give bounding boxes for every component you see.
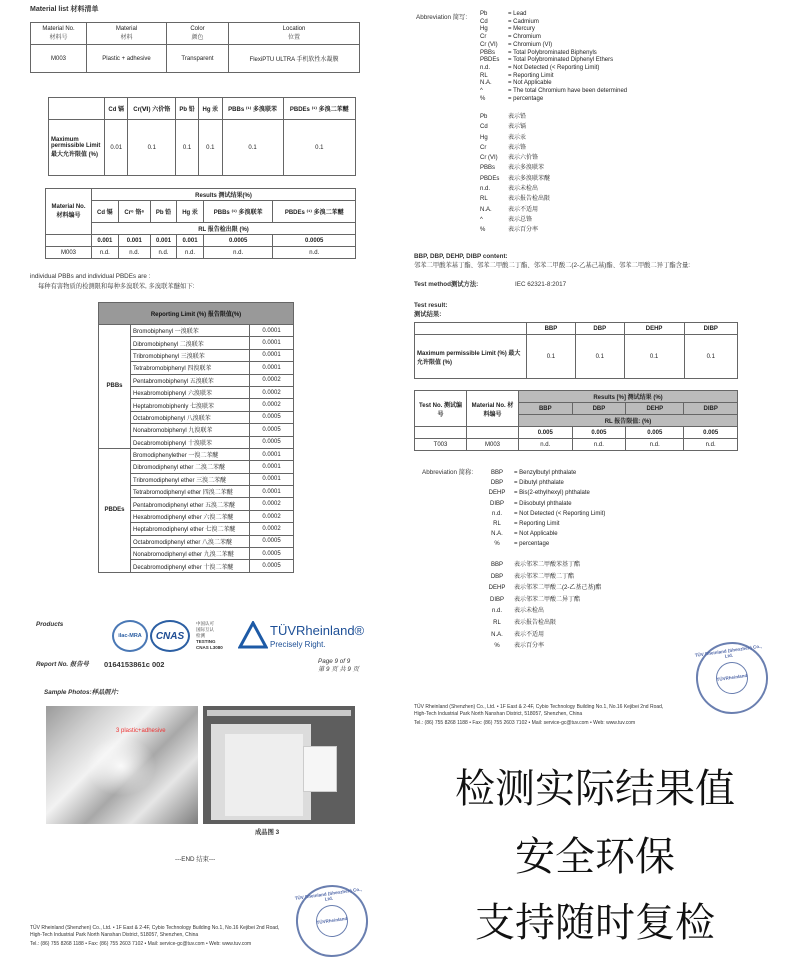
- pbb-note-cn: 每种有害物质的检测限和每种多溴联苯, 多溴联苯醚如下:: [38, 283, 195, 290]
- tuv-stamp: [691, 637, 772, 718]
- stamp-brand-2: TÜVRheinland: [316, 915, 348, 926]
- ml-header: Color: [190, 26, 205, 32]
- photo-film-piece: [225, 734, 303, 816]
- footer-contact: Tel.: (86) 755 8268 1188 • Fax: (86) 755 2603 7102 • Mail: service-gc@tuv.com • Web: www.tuv.com: [414, 720, 636, 726]
- abbr-cn-item: N.A. 表示不适用: [480, 206, 539, 213]
- abbr-en-item: Hg = Mercury: [480, 26, 535, 33]
- reporting-limit-table: [98, 302, 294, 573]
- pbb-limit: 0.0002: [250, 374, 294, 386]
- abbr2-cn-item: % 表示百分率: [494, 643, 545, 650]
- slogan-line-3: 支持随时复检: [475, 900, 715, 946]
- pbb-limit: 0.0005: [250, 424, 294, 436]
- abbr-cn-item: RL 表示报告检出限: [480, 196, 551, 203]
- ml-header-cn: 材料号: [49, 35, 68, 41]
- ph-cell: M003: [467, 439, 519, 451]
- stamp-company-2: TÜV Rheinland (Shenzhen) Co., Ltd.: [294, 886, 362, 902]
- pbde-limit: 0.0005: [250, 560, 294, 572]
- abbr-en-item: Cr (VI) = Chromium (VI): [480, 41, 553, 48]
- photo-sample-small: [303, 746, 337, 792]
- abbr-en-item: PBDEs = Total Polybrominated Diphenyl Ethers: [480, 57, 614, 64]
- sample-photo-2: [203, 706, 355, 824]
- ph-cell: n.d.: [684, 439, 738, 451]
- abbr-en-item: N.A. = Not Applicable: [480, 80, 552, 87]
- abbr2-cn-item: BBP 表示邻苯二甲酸苯基丁酯: [490, 562, 581, 568]
- ph-cell: T003: [415, 439, 467, 451]
- ph-header: DIBP: [684, 323, 737, 335]
- cnas-cn-2: 国际互认: [196, 627, 214, 632]
- rl-value: 0.0005: [203, 235, 273, 247]
- limit-header: Cd 镉: [105, 98, 128, 120]
- limit-value: 0.1: [128, 120, 176, 176]
- abbr2-cn-list: [480, 560, 601, 653]
- ml-header-cn: 材料: [120, 35, 133, 41]
- abbr-cn-item: Pb 表示铅: [480, 114, 527, 120]
- abbr-cn-item: PBBs 表示多溴联苯: [480, 165, 545, 172]
- result-label: Test result:: [414, 302, 448, 309]
- doc-material-list: [0, 0, 395, 600]
- res-header: PBBs ⁽¹⁾ 多溴联苯: [203, 201, 273, 223]
- slogan-panel: [400, 745, 790, 972]
- limit-header: PBBs ⁽¹⁾ 多溴联苯: [222, 98, 283, 120]
- footer-address: TÜV Rheinland (Shenzhen) Co., Ltd. • 1F East & 2-4F, Cybio Technology Building No.1, No.16 Kejibei 2nd Road,: [30, 925, 280, 931]
- pbde-name: Dibromodiphenyl ether 二溴二苯醚: [131, 461, 250, 473]
- photo-film-highlight: [86, 736, 156, 796]
- ml-cell: M003: [31, 45, 87, 73]
- rl-value: 0.0005: [273, 235, 356, 247]
- ph-limit-value: 0.1: [527, 335, 576, 379]
- method-label: Test method测试方法:: [414, 281, 479, 288]
- pbdes-label: PBDEs: [99, 448, 131, 572]
- photos-label: Sample Photos:样品照片:: [44, 689, 119, 696]
- res-header: Hg 汞: [177, 201, 204, 223]
- pbb-limit: 0.0001: [250, 337, 294, 349]
- page-number-cn: 第 9 页 共 9 页: [318, 666, 359, 673]
- ph-res-header: BBP: [519, 403, 573, 415]
- material-list-table: [30, 22, 360, 73]
- res-row-id: M003: [46, 247, 92, 259]
- cnas-text: CNAS: [155, 630, 185, 642]
- pbb-name: Hexabromobiphenyl 六溴联苯: [131, 386, 250, 398]
- ph-limit-value: 0.1: [575, 335, 624, 379]
- abbr-en-item: Pb = Lead: [480, 11, 527, 17]
- abbr-en-item: Cd = Cadmium: [480, 18, 539, 25]
- ml-cell: FlexiPTU ULTRA 手机软性水凝膜: [229, 45, 360, 73]
- abbr2-en-item: n.d. = Not Detected (< Reporting Limit): [491, 510, 606, 517]
- results-table: [45, 188, 356, 259]
- res-header: Cr⁶ 铬⁶: [118, 201, 150, 223]
- ml-header: Location: [282, 26, 306, 32]
- abbr2-en-item: RL = Reporting Limit: [493, 521, 560, 528]
- pbb-name: Nonabromobiphenyl 九溴联苯: [131, 424, 250, 436]
- limit-header: PBDEs ⁽¹⁾ 多溴二苯醚: [283, 98, 355, 120]
- photo-annotation: 3 plastic+adhesive: [116, 728, 166, 734]
- pbb-name: Decabromobiphenyl 十溴联苯: [131, 436, 250, 448]
- pbde-limit: 0.0001: [250, 448, 294, 460]
- abbr2-cn-item: DBP 表示邻苯二甲酸二丁酯: [490, 573, 575, 580]
- res-value: n.d.: [177, 247, 204, 259]
- result-label-cn: 测试结果:: [414, 311, 442, 318]
- ml-header-cn: 颜色: [191, 35, 204, 41]
- abbr2-en-item: DBP = Dibutyl phthalate: [490, 480, 564, 487]
- tuv-stamp-2: [291, 880, 372, 961]
- res-value: n.d.: [273, 247, 356, 259]
- abbr-cn-item: PBDEs 表示多溴联苯醚: [480, 175, 551, 182]
- slogan-line-2: 安全环保: [515, 834, 675, 880]
- photo-caption: 成品图 3: [255, 829, 280, 836]
- cnas-cn-3: 检测: [196, 633, 205, 638]
- abbr2-label: Abbreviation 简称:: [422, 469, 474, 476]
- ph-rl-value: 0.005: [519, 427, 573, 439]
- abbr2-cn-item: RL 表示报告检出限: [493, 619, 557, 626]
- pbb-name: Tribromobiphenyl 三溴联苯: [131, 349, 250, 361]
- pbde-limit: 0.0002: [250, 523, 294, 535]
- rep-title: Reporting Limit (%) 报告限值(%): [99, 303, 294, 325]
- ph-cell: n.d.: [626, 439, 684, 451]
- report-number: 0164153861c 002: [104, 660, 165, 669]
- abbr2-cn-item: n.d. 表示未检出: [491, 608, 545, 615]
- res-value: n.d.: [203, 247, 273, 259]
- limit-header: Hg 汞: [199, 98, 222, 120]
- ml-cell: Transparent: [167, 45, 229, 73]
- ph-limit-value: 0.1: [684, 335, 737, 379]
- pbbs-label: PBBs: [99, 325, 131, 449]
- limit-value: 0.1: [222, 120, 283, 176]
- ilac-mra-text: ilac-MRA: [118, 633, 142, 639]
- rl-value: 0.001: [177, 235, 204, 247]
- limit-value: 0.01: [105, 120, 128, 176]
- doc-abbreviations-phthalates: [400, 0, 790, 745]
- abbr-label: Abbreviation 简写:: [416, 14, 468, 21]
- abbr2-cn-item: N.A. 表示不适用: [491, 631, 545, 638]
- tuv-name: TÜVRheinland®: [270, 623, 365, 638]
- abbr-en-item: n.d. = Not Detected (< Reporting Limit): [480, 64, 600, 71]
- footer-contact: Tel.: (86) 755 8268 1188 • Fax: (86) 755 2603 7102 • Mail: service-gc@tuv.com • Web: www.tuv.com: [30, 941, 252, 947]
- pbde-name: Heptabromodiphenyl ether 七溴二苯醚: [131, 523, 250, 535]
- products-label: Products: [36, 621, 64, 628]
- ph-rl-label: RL 报告限值: (%): [519, 415, 738, 427]
- ph-header: DEHP: [624, 323, 684, 335]
- material-list-title: Material list 材料清单: [30, 6, 99, 13]
- ph-limit-value: 0.1: [624, 335, 684, 379]
- pbb-name: Pentabromobiphenyl 五溴联苯: [131, 374, 250, 386]
- abbr-en-item: RL = Reporting Limit: [480, 72, 554, 79]
- pbde-name: Tribromodiphenyl ether 三溴二苯醚: [131, 473, 250, 485]
- rl-value: 0.001: [150, 235, 176, 247]
- ph-testno: Test No. 测试编号: [415, 391, 467, 427]
- pbde-limit: 0.0002: [250, 510, 294, 522]
- ml-header-cn: 位置: [287, 35, 300, 41]
- abbr-cn-list: [480, 112, 550, 236]
- res-value: n.d.: [150, 247, 176, 259]
- res-matno: Material No. 材料编号: [46, 189, 92, 235]
- pbb-limit: 0.0005: [250, 436, 294, 448]
- ph-rl-value: 0.005: [626, 427, 684, 439]
- pbde-limit: 0.0005: [250, 535, 294, 547]
- rl-label: RL 报告检出限 (%): [92, 223, 356, 235]
- rl-value: 0.001: [118, 235, 150, 247]
- ml-header: Material: [115, 26, 138, 32]
- limit-label: Maximum permissible Limit 最大允许限值 (%): [49, 120, 105, 176]
- pbb-limit: 0.0001: [250, 325, 294, 337]
- ph-header: DBP: [575, 323, 624, 335]
- cnas-logo: [150, 620, 190, 652]
- abbr-cn-item: Cr (VI) 表示六价铬: [480, 155, 539, 162]
- res-header: PBDEs ⁽¹⁾ 多溴二苯醚: [273, 201, 356, 223]
- ph-res-header: DBP: [572, 403, 626, 415]
- ph-limit-label: Maximum permissible Limit (%) 最大允许限值 (%): [415, 335, 527, 379]
- tuv-slogan: Precisely Right.: [270, 640, 326, 649]
- tuv-triangle-icon: [238, 621, 268, 649]
- cnas-number: CNAS L3080: [196, 645, 223, 650]
- abbr-en-item: Cr = Chromium: [480, 34, 541, 41]
- abbr-cn-item: ^ 表示总铬: [480, 216, 533, 223]
- pbde-name: Tetrabromodiphenyl ether 四溴二苯醚: [131, 486, 250, 498]
- ph-rl-value: 0.005: [572, 427, 626, 439]
- content-subtitle: 邻苯二甲酸苯基丁酯、邻苯二甲酸二丁酯、邻苯二甲酸二(2-乙基己基)酯、邻苯二甲酸二异丁酯含量:: [414, 262, 691, 269]
- ph-matno: Material No. 材料编号: [467, 391, 519, 427]
- footer-address: TÜV Rheinland (Shenzhen) Co., Ltd. • 1F East & 2-4F, Cybio Technology Building No.1, No.16 Kejibei 2nd Road,: [414, 704, 664, 710]
- pbb-name: Octabromobiphenyl 八溴联苯: [131, 411, 250, 423]
- pbb-limit: 0.0002: [250, 386, 294, 398]
- abbr2-en-item: DEHP = Bis(2-ethylhexyl) phthalate: [488, 490, 590, 497]
- pbde-limit: 0.0002: [250, 498, 294, 510]
- method-value: IEC 62321-8:2017: [515, 281, 567, 288]
- abbr2-cn-item: DEHP 表示邻苯二甲酸二(2-乙基己基)酯: [488, 585, 602, 592]
- pbb-limit: 0.0005: [250, 411, 294, 423]
- pbb-name: Bromobiphenyl 一溴联苯: [131, 325, 250, 337]
- cnas-info: [196, 621, 223, 651]
- stamp-company: TÜV Rheinland (Shenzhen) Co., Ltd.: [694, 643, 762, 659]
- pbb-name: Dibromobiphenyl 二溴联苯: [131, 337, 250, 349]
- pbb-note: individual PBBs and individual PBDEs are :: [30, 273, 151, 280]
- abbr2-en-item: N.A. = Not Applicable: [491, 531, 558, 538]
- pbb-name: Heptabromobiphenly 七溴联苯: [131, 399, 250, 411]
- pbb-name: Tetrabromobiphenyl 四溴联苯: [131, 362, 250, 374]
- abbr2-en-item: BBP = Benzylbutyl phthalate: [490, 470, 577, 476]
- cnas-cn-1: 中国认可: [196, 621, 214, 626]
- pbde-name: Octabromodiphenyl ether 八溴二苯醚: [131, 535, 250, 547]
- phthalate-limit-table: [414, 322, 738, 379]
- limit-value: 0.1: [176, 120, 199, 176]
- res-header: Pb 铅: [150, 201, 176, 223]
- res-header: Cd 镉: [92, 201, 119, 223]
- pbde-name: Pentabromodiphenyl ether 五溴二苯醚: [131, 498, 250, 510]
- abbr-en-item: ^ = The total Chromium have been determined: [480, 88, 628, 95]
- abbr-cn-item: Cr 表示铬: [480, 144, 527, 151]
- end-marker: ---END 结束---: [175, 856, 216, 863]
- pbde-limit: 0.0001: [250, 473, 294, 485]
- ph-res-header: DIBP: [684, 403, 738, 415]
- ph-rl-value: 0.005: [684, 427, 738, 439]
- testing-label: TESTING: [196, 639, 216, 644]
- pbde-name: Bromodiphenylether 一溴二苯醚: [131, 448, 250, 460]
- content-title: BBP, DBP, DEHP, DIBP content:: [414, 253, 508, 260]
- abbr-cn-item: n.d. 表示未检出: [480, 186, 539, 193]
- abbr2-cn-item: DIBP 表示邻苯二甲酸二异丁酯: [489, 596, 581, 603]
- footer-address-2: High-Tech Industrial Park North Nanshan District, 518057, Shenzhen, China: [30, 932, 199, 938]
- res-value: n.d.: [92, 247, 119, 259]
- pbde-limit: 0.0001: [250, 486, 294, 498]
- abbr2-en-item: DIBP = Diisobutyl phthalate: [489, 500, 572, 507]
- ml-cell: Plastic + adhesive: [87, 45, 167, 73]
- rl-value: 0.001: [92, 235, 119, 247]
- abbr-cn-item: Cd 表示镉: [480, 124, 527, 131]
- abbr-en-item: % = percentage: [480, 95, 544, 102]
- page-number: Page 9 of 9: [318, 658, 351, 665]
- doc-report-photos: [0, 603, 395, 972]
- report-label: Report No. 报告号: [36, 661, 89, 668]
- photo-ruler: [207, 710, 351, 716]
- pbde-limit: 0.0005: [250, 548, 294, 560]
- abbr-en-list: [480, 11, 627, 103]
- ilac-mra-logo: [112, 620, 148, 652]
- abbr-cn-item: Hg 表示汞: [480, 134, 527, 141]
- pbde-name: Hexabromodiphenyl ether 六溴二苯醚: [131, 510, 250, 522]
- pbde-limit: 0.0001: [250, 461, 294, 473]
- pbb-limit: 0.0001: [250, 362, 294, 374]
- phthalate-results-table: [414, 390, 738, 451]
- pbde-name: Decabromodiphenyl ether 十溴二苯醚: [131, 560, 250, 572]
- slogan-line-1: 检测实际结果值: [455, 766, 735, 812]
- limit-table: [48, 97, 356, 176]
- abbr-en-item: PBBs = Total Polybrominated Biphenyls: [480, 49, 597, 56]
- ph-res-header: DEHP: [626, 403, 684, 415]
- ml-header: Material No.: [42, 26, 75, 32]
- pbb-limit: 0.0001: [250, 349, 294, 361]
- limit-value: 0.1: [283, 120, 355, 176]
- abbr2-en-item: % = percentage: [494, 541, 550, 548]
- abbr2-en-list: [480, 468, 605, 550]
- sample-photo-1: [46, 706, 198, 824]
- stamp-brand: TÜVRheinland: [716, 672, 748, 683]
- abbr-cn-item: % 表示百分率: [480, 227, 539, 234]
- res-value: n.d.: [118, 247, 150, 259]
- limit-header: Cr(Ⅵ) 六价铬: [128, 98, 176, 120]
- ph-header: BBP: [527, 323, 576, 335]
- ph-res-title: Results [%] 测试结果 (%): [519, 391, 738, 403]
- pbb-limit: 0.0002: [250, 399, 294, 411]
- ph-cell: n.d.: [572, 439, 626, 451]
- ph-cell: n.d.: [519, 439, 573, 451]
- footer-address-2: High-Tech Industrial Park North Nanshan District, 518057, Shenzhen, China: [414, 711, 583, 717]
- pbde-name: Nonabromodiphenyl ether 九溴二苯醚: [131, 548, 250, 560]
- limit-header: Pb 铅: [176, 98, 199, 120]
- limit-value: 0.1: [199, 120, 222, 176]
- res-title: Results 测试结果(%): [92, 189, 356, 201]
